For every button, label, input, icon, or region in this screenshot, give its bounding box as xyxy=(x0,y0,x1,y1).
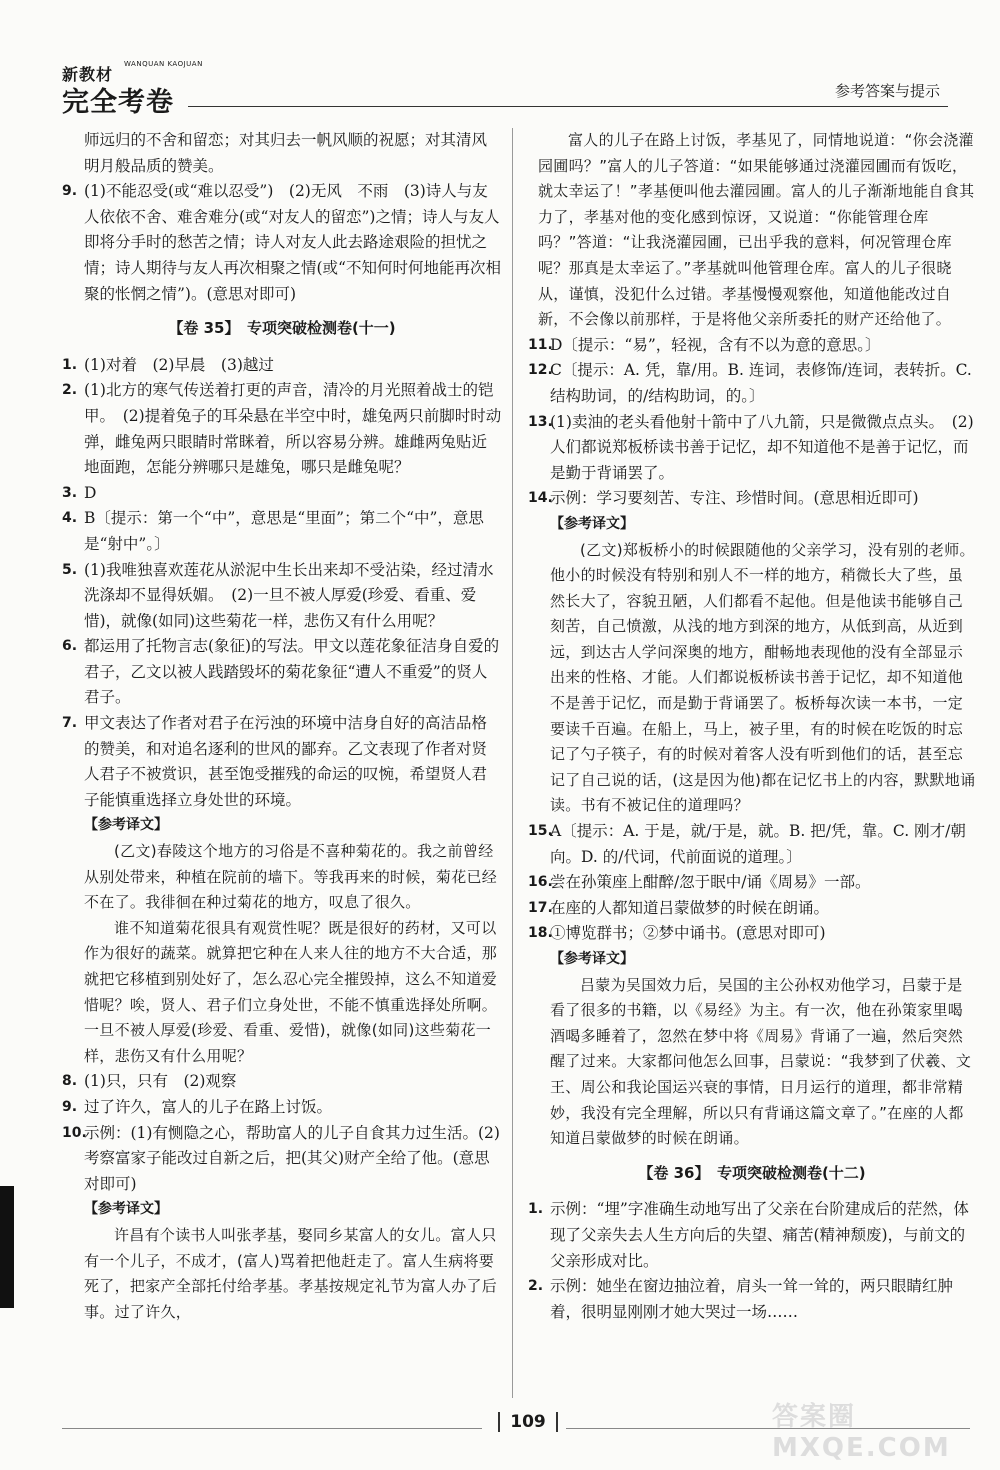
answer-item xyxy=(62,1095,502,1121)
watermark: 答案圈 MXQE.COM xyxy=(772,1402,951,1463)
answer-item xyxy=(528,410,976,487)
item-number: 15. xyxy=(528,823,553,840)
answer-item xyxy=(62,634,502,711)
translation-paragraph: 富人的儿子在路上讨饭，孝基见了，同情地说道：“你会浇灌园圃吗？”富人的儿子答道：“如果能够通过浇灌园圃而有饭吃，就太幸运了！”孝基便叫他去灌园圃。富人的儿子渐渐地能自食其力了，孝基对他的变化感到惊讶，又说道：“你能管理仓库吗？”答道：“让我浇灌园圃，已出乎我的意料，何况管理仓库呢？那真是太幸运了。”孝基就叫他管理仓库。富人的儿子很晓从，谨慎，没犯什么过错。孝基慢慢观察他，知道他能改过自新，不会像以前那样，于是将他父亲所委托的财产还给他了。 xyxy=(538,131,975,329)
answer-item xyxy=(62,1121,502,1198)
answer-item xyxy=(528,896,976,922)
item-text: B〔提示：第一个“中”，意思是“里面”；第二个“中”，意思是“射中”。〕 xyxy=(84,509,484,553)
item-number: 1. xyxy=(62,356,78,373)
item-text: (1)对着 (2)早晨 (3)越过 xyxy=(84,355,274,374)
item-text: 在座的人都知道吕蒙做梦的时候在朗诵。 xyxy=(550,898,830,917)
item-text: D〔提示：“易”，轻视，含有不以为意的意思。〕 xyxy=(550,335,881,354)
item-text: (1)我唯独喜欢莲花从淤泥中生长出来却不受沾染，经过清水洗涤却不显得妖媚。 (2)一旦不被人厚爱(珍爱、看重、爱惜)，就像(如同)这些菊花一样，悲伤又有什么用呢？ xyxy=(84,560,494,630)
answer-item xyxy=(62,506,502,557)
item-text: (1)不能忍受(或“难以忍受”) (2)无风 不雨 (3)诗人与友人依依不舍、难舍难分(或“对友人的留恋”)之情；诗人与友人即将分手时的愁苦之情；诗人对友人此去路途艰险的担忧之情；诗人期待与友人再次相聚之情(或“不知何时何地能再次相聚的怅惘之情”)。(意思对即可) xyxy=(84,182,501,303)
item-text: (1)卖油的老头看他射十箭中了八九箭，只是微微点点头。 (2)人们都说郑板桥读书善于记忆，却不知道他不是善于记忆，而是勤于背诵罢了。 xyxy=(550,412,974,482)
column-divider xyxy=(512,128,513,1398)
section-title-35: 【卷 35】 专项突破检测卷(十一) xyxy=(168,319,396,338)
reference-translation-label: 【参考译文】 xyxy=(84,817,168,834)
item-number: 7. xyxy=(62,715,78,732)
header-title: 参考答案与提示 xyxy=(834,82,940,100)
item-text: (1)只，只有 (2)观察 xyxy=(84,1072,237,1091)
item-text: A〔提示：A. 于是，就/于是，就。B. 把/凭，靠。C. 刚才/朝向。D. 的/代词，代前面说的道理。〕 xyxy=(550,822,966,866)
footer-rule-left xyxy=(62,1428,482,1429)
item-number: 16. xyxy=(528,874,553,891)
item-number: 1. xyxy=(528,1201,544,1218)
answer-item xyxy=(528,1197,976,1274)
item-text: ①博览群书；②梦中诵书。(意思对即可) xyxy=(550,924,826,943)
answer-item xyxy=(62,179,502,307)
answer-item xyxy=(528,358,976,409)
item-number: 6. xyxy=(62,638,78,655)
section-title-36: 【卷 36】 专项突破检测卷(十二) xyxy=(638,1163,866,1182)
edge-tab-mark xyxy=(0,1186,14,1308)
reference-translation-label: 【参考译文】 xyxy=(550,515,634,532)
translation-paragraph: 吕蒙为吴国效力后，吴国的主公孙权劝他学习，吕蒙于是看了很多的书籍，以《易经》为主。有一次，他在孙策家里喝酒喝多睡着了，忽然在梦中将《周易》背诵了一遍，然后突然醒了过来。大家都问他怎么回事，吕蒙说：“我梦到了伏羲、文王、周公和我论国运兴衰的事情，日月运行的道理，都非常精妙，我没有完全理解，所以只有背诵这篇文章了。”在座的人都知道吕蒙做梦的时候在朗诵。 xyxy=(550,975,972,1148)
translation-paragraph: (乙文)春陵这个地方的习俗是不喜种菊花的。我之前曾经从别处带来，种植在院前的墙下。等我再来的时候，菊花已经不在了。我徘徊在种过菊花的地方，叹息了很久。 xyxy=(84,842,498,912)
translation-paragraph: 谁不知道菊花很具有观赏性呢？既是很好的药材，又可以作为很好的蔬菜。就算把它种在人来人往的地方不大合适，那就把它移植到别处好了，怎么忍心完全摧毁掉，这么不知道爱惜呢？唉，贤人、君子们立身处世，不能不慎重选择处所啊。一旦不被人厚爱(珍爱、看重、爱惜)，就像(如同)这些菊花一样，悲伤又有什么用呢？ xyxy=(84,918,498,1065)
item-text: D xyxy=(84,483,97,502)
item-text: C〔提示：A. 凭，靠/用。B. 连词，表修饰/连词，表转折。C. 结构助词，的/结构助词，的。〕 xyxy=(550,361,972,405)
item-number: 3. xyxy=(62,484,78,501)
item-text: 尝在孙策座上酣醉/忽于眠中/诵《周易》一部。 xyxy=(550,873,871,892)
item-number: 14. xyxy=(528,490,553,507)
item-number: 9. xyxy=(62,183,78,200)
item-number: 9. xyxy=(62,1098,78,1115)
left-column xyxy=(62,128,502,1325)
answer-item xyxy=(62,353,502,379)
item-text: 过了许久，富人的儿子在路上讨饭。 xyxy=(84,1097,333,1116)
item-number: 2. xyxy=(528,1278,544,1295)
answer-item xyxy=(62,481,502,507)
item-number: 13. xyxy=(528,413,553,430)
page-header xyxy=(58,58,948,118)
item-number: 18. xyxy=(528,925,553,942)
answer-item xyxy=(62,558,502,635)
answer-item xyxy=(528,921,976,947)
continued-text: 师远归的不舍和留恋；对其归去一帆风顺的祝愿；对其清风明月般品质的赞美。 xyxy=(84,131,488,175)
item-text: (1)北方的寒气传送着打更的声音，清冷的月光照着战士的铠甲。 (2)提着兔子的耳朵悬在半空中时，雄兔两只前脚时时动弹，雌兔两只眼睛时常眯着，所以容易分辨。雄雌两兔贴近地面跑，怎能分辨哪只是雄兔，哪只是雌兔呢？ xyxy=(84,381,502,477)
item-text: 示例：她坐在窗边抽泣着，肩头一耸一耸的，两只眼睛红肿着，很明显刚刚才她大哭过一场…… xyxy=(550,1277,954,1321)
brand-pinyin: WANQUAN KAOJUAN xyxy=(124,60,203,68)
page-number: 109 xyxy=(498,1412,558,1432)
item-text: 示例：“埋”字准确生动地写出了父亲在台阶建成后的茫然，体现了父亲失去人生方向后的失望、痛苦(精神颓废)，与前文的父亲形成对比。 xyxy=(550,1200,969,1270)
item-number: 8. xyxy=(62,1073,78,1090)
reference-translation-label: 【参考译文】 xyxy=(84,1201,168,1218)
item-text: 都运用了托物言志(象征)的写法。甲文以莲花象征洁身自爱的君子，乙文以被人践踏毁坏的菊花象征“遭人不重爱”的贤人君子。 xyxy=(84,637,500,707)
item-text: 示例：(1)有恻隐之心，帮助富人的儿子自食其力过生活。(2)考察富家子能改过自新之后，把(其父)财产全给了他。(意思对即可) xyxy=(84,1123,500,1193)
translation-paragraph: 许昌有个读书人叫张孝基，娶同乡某富人的女儿。富人只有一个儿子，不成才，(富人)骂着把他赶走了。富人生病将要死了，把家产全部托付给孝基。孝基按规定礼节为富人办了后事。过了许久， xyxy=(84,1225,498,1321)
answer-item xyxy=(62,1069,502,1095)
answer-item xyxy=(528,486,976,512)
item-number: 11. xyxy=(528,336,553,353)
brand-small: 新教材 xyxy=(62,65,114,84)
answer-item xyxy=(62,378,502,480)
answer-item xyxy=(528,333,976,359)
item-number: 5. xyxy=(62,561,78,578)
translation-paragraph: (乙文)郑板桥小的时候跟随他的父亲学习，没有别的老师。他小的时候没有特别和别人不一样的地方，稍微长大了些，虽然长大了，容貌丑陋，人们都看不起他。但是他读书能够自己刻苦，自己愤激，从浅的地方到深的地方，从低到高，从近到远，到达古人学问深奥的地方，酣畅地表现他的没有全部显示出来的性格、才能。人们都说板桥读书善于记忆，却不知道他不是善于记忆，而是勤于背诵罢了。板桥每次读一本书，一定要读千百遍。在船上，马上，被子里，有的时候在吃饭的时忘记了勺子筷子，有的时候对着客人没有听到他们的话，甚至忘记了自己说的话，(这是因为他)都在记忆书上的内容，默默地诵读。书有不被记住的道理吗？ xyxy=(550,540,976,815)
right-column xyxy=(528,128,976,1325)
item-text: 甲文表达了作者对君子在污浊的环境中洁身自好的高洁品格的赞美，和对追名逐利的世风的鄙弃。乙文表现了作者对贤人君子不被赏识，甚至饱受摧残的命运的叹惋，希望贤人君子能慎重选择立身处世的环境。 xyxy=(84,714,488,809)
answer-item xyxy=(62,711,502,813)
item-number: 2. xyxy=(62,382,78,399)
answer-item xyxy=(528,819,976,870)
answer-item xyxy=(528,870,976,896)
reference-translation-label: 【参考译文】 xyxy=(550,951,634,967)
item-number: 4. xyxy=(62,510,78,527)
item-number: 12. xyxy=(528,362,553,379)
item-text: 示例：学习要刻苦、专注、珍惜时间。(意思相近即可) xyxy=(550,489,919,508)
item-number: 10. xyxy=(62,1124,87,1141)
header-rule xyxy=(188,106,948,107)
brand-logo: 完全考卷 xyxy=(62,87,174,118)
answer-item xyxy=(528,1274,976,1325)
item-number: 17. xyxy=(528,899,553,916)
